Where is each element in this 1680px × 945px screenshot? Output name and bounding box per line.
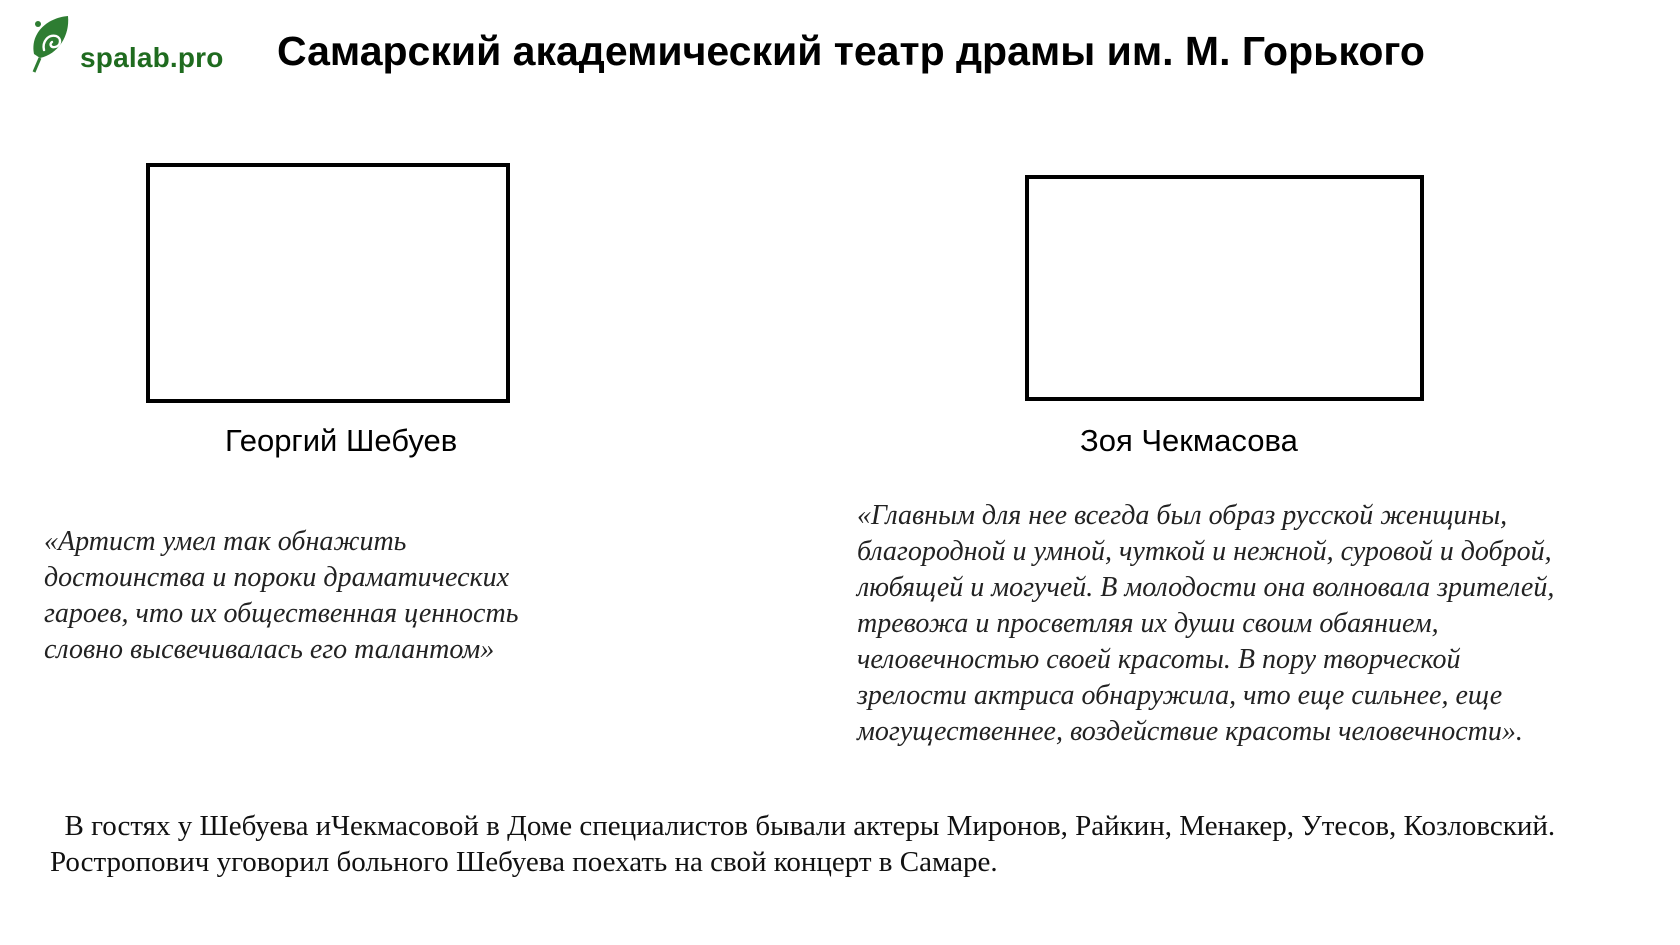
person-name-shebuev: Георгий Шебуев xyxy=(225,423,458,458)
quote-line: гароев, что их общественная ценность xyxy=(44,598,519,629)
site-logo[interactable] xyxy=(28,14,268,80)
quote-line: зрелости актриса обнаружила, что еще сильнее, еще xyxy=(857,680,1503,711)
quote-shebuev xyxy=(44,524,518,668)
photo-placeholder-right xyxy=(1025,175,1424,401)
footer-line: Ростропович уговорил больного Шебуева поехать на свой концерт в Самаре. xyxy=(50,846,998,878)
quote-line: человечностью своей красоты. В пору творческой xyxy=(857,644,1461,675)
person-name-chekmasova: Зоя Чекмасова xyxy=(1080,423,1298,458)
quote-line: тревожа и просветляя их души своим обаянием, xyxy=(857,608,1439,639)
quote-line: достоинства и пороки драматических xyxy=(44,562,510,593)
quote-line: любящей и могучей. В молодости она волновала зрителей, xyxy=(857,572,1555,603)
quote-line: благородной и умной, чуткой и нежной, суровой и доброй, xyxy=(857,536,1552,567)
footer-note xyxy=(50,808,1555,880)
quote-line: могущественнее, воздействие красоты человечности». xyxy=(857,716,1523,747)
quote-chekmasova xyxy=(857,498,1554,750)
quote-line: «Артист умел так обнажить xyxy=(44,526,407,557)
logo-text: spalab.pro xyxy=(80,42,224,73)
leaf-spiral-icon xyxy=(28,14,76,76)
quote-line: словно высвечивалась его талантом» xyxy=(44,634,495,665)
photo-placeholder-left xyxy=(146,163,510,403)
footer-line: В гостях у Шебуева иЧекмасовой в Доме специалистов бывали актеры Миронов, Райкин, Менакер, Утесов, Козловский. xyxy=(50,810,1556,842)
quote-line: «Главным для нее всегда был образ русской женщины, xyxy=(857,500,1508,531)
page-title: Самарский академический театр драмы им. М. Горького xyxy=(277,28,1425,74)
